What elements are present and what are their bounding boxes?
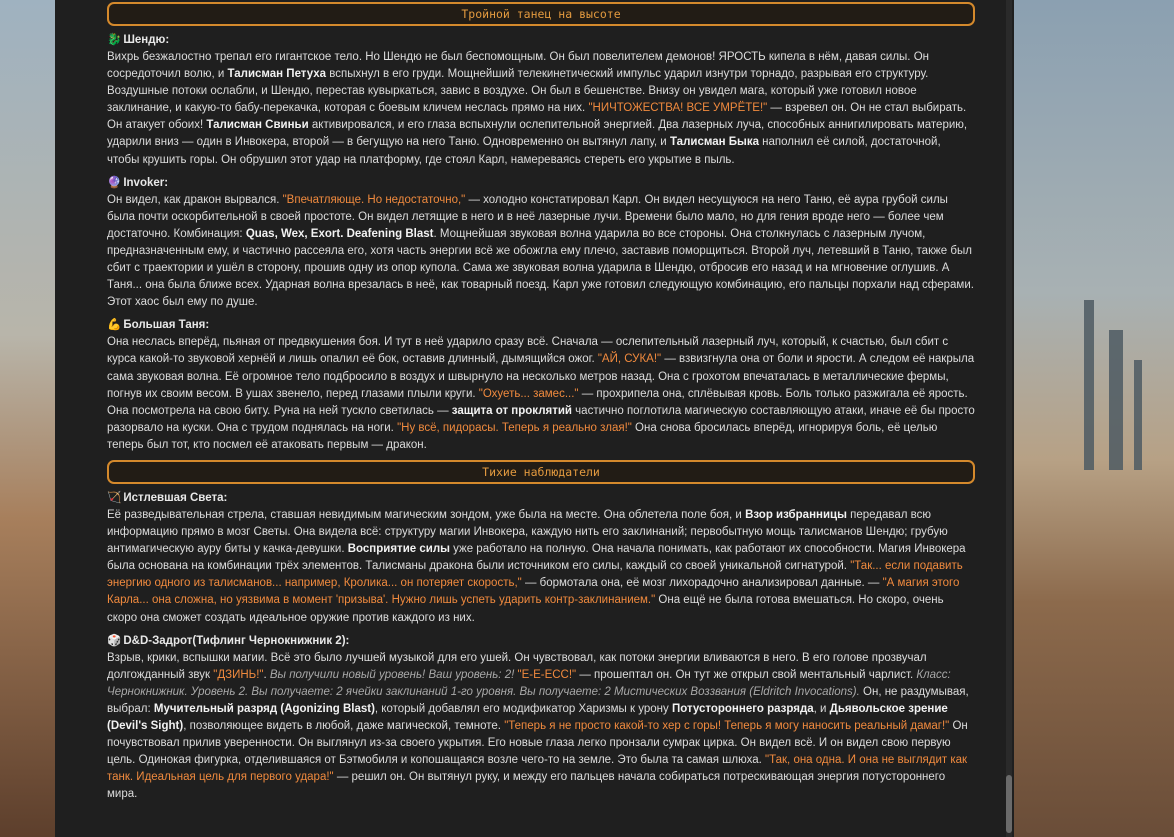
- scrollbar[interactable]: [1006, 0, 1012, 837]
- background-spire: [1084, 300, 1094, 470]
- quote-text: "Так... если подавить энергию одного из талисманов... например, Кролика... он потеряет скорость,": [107, 560, 963, 590]
- bold-text: Взор избранницы: [745, 508, 847, 521]
- character-name: D&D-Задрот(Тифлинг Чернокнижник 2):: [123, 634, 350, 647]
- text-span: — прошептал он. Он тут же открыл свой ментальный чарлист.: [576, 668, 917, 681]
- text-span: , который добавлял его модификатор Харизмы к урону: [374, 702, 672, 715]
- text-span: — решил он. Он вытянул руку, и между его пальцев начала собираться потрескивающая энергия потустороннего мира.: [107, 771, 946, 801]
- character-emoji-icon: 🔮: [107, 176, 122, 189]
- character-name: Истлевшая Света:: [123, 491, 228, 504]
- quote-text: "Охуеть... замес...": [478, 387, 579, 400]
- character-emoji-icon: 🐉: [107, 34, 122, 46]
- character-section: [107, 32, 975, 169]
- bold-text: Талисман Свиньи: [206, 119, 309, 132]
- quote-text: "НИЧТОЖЕСТВА! ВСЕ УМРЁТЕ!": [588, 102, 768, 115]
- character-name: Шендю:: [123, 34, 170, 46]
- character-emoji-icon: 🎲: [107, 634, 122, 647]
- quote-text: "А магия этого Карла... она сложна, но уязвима в момент 'призыва'. Нужно лишь успеть ударить контр-заклинанием.": [107, 577, 960, 607]
- text-span: — взвизгнула она от боли и ярости. А следом её накрыла сама звуковая волна. Её огромное тело подбросило в воздух и швырнуло на несколько метров назад. Она с грохотом впечаталась в металлические фермы, погнув их своим весом. В ушах звенело, перед глазами плыли круги.: [107, 353, 975, 400]
- section-banner: Тройной танец на высоте: [107, 2, 975, 26]
- scrollbar-thumb[interactable]: [1006, 775, 1012, 833]
- background-left: [0, 0, 55, 837]
- text-span: вспыхнул в его груди. Мощнейший телекинетический импульс ударил изнутри торнадо, разрывая его структуру. Воздушные потоки ослабли, и Шендю, перестав кувыркаться, завис в воздухе. Он был в бешенстве. Внизу он увидел мага, который уже готовил новое заклинание, и какую-то бабу-перекачка, которая с боевым кличем неслась прямо на них.: [107, 68, 929, 115]
- narrative-paragraph: [107, 507, 975, 627]
- character-header: [107, 633, 975, 650]
- text-span: — бормотала она, её мозг лихорадочно анализировал данные. —: [521, 577, 883, 590]
- narrative-paragraph: [107, 192, 975, 312]
- text-span: — прохрипела она, сплёвывая кровь. Боль только разжигала её ярость. Она посмотрела на свою биту. Руна на ней тускло светилась —: [107, 387, 968, 417]
- character-header: [107, 32, 975, 49]
- text-span: Он видел, как дракон вырвался.: [107, 193, 283, 206]
- text-span: частично поглотила магическую составляющую атаки, иначе её бы просто разорвало на куски. Она с трудом поднялась на ноги.: [107, 404, 975, 434]
- bold-text: Потустороннего разряда: [671, 702, 814, 715]
- background-spire: [1109, 330, 1123, 470]
- text-span: , позволяющее видеть в любой, даже магической, темноте.: [183, 720, 505, 732]
- text-span: наполнил её силой, достаточной, чтобы крушить горы. Он обрушил этот удар на платформу, где стоял Карл, намереваясь стереть его укрытие в пыль.: [107, 136, 941, 166]
- narrative-paragraph: [107, 49, 975, 169]
- bold-text: Талисман Петуха: [227, 68, 327, 81]
- text-span: Она неслась вперёд, пьяная от предвкушения боя. И тут в неё ударило сразу всё. Сначала — ослепительный лазерный луч, который, к счастью, был сбит с курса какой-то звуковой хернёй и лишь опалил её бок, оставив длинный, дымящийся ожог.: [107, 336, 949, 366]
- bold-text: Восприятие силы: [347, 543, 450, 556]
- character-emoji-icon: 🏹: [107, 491, 122, 504]
- character-header: [107, 490, 975, 507]
- background-spire: [1134, 360, 1142, 470]
- text-span: .: [263, 668, 270, 681]
- text-span: Она снова бросилась вперёд, игнорируя боль, её целью теперь был тот, кто посмел её атаковать первым — дракон.: [107, 421, 938, 451]
- text-span: Её разведывательная стрела, ставшая невидимым магическим зондом, уже была на месте. Она облетела поле боя, и: [107, 508, 746, 521]
- text-span: активировался, и его глаза вспыхнули ослепительной энергией. Два лазерных луча, способных аннигилировать материю, ударили вниз — один в Инвокера, второй — в бегущую на него Таню. Одновременно он вытянул лапу, и: [107, 119, 968, 149]
- text-span: . Мощнейшая звуковая волна ударила во все стороны. Она столкнулась с лазерным лучом, предназначенным ему, и частично рассеяла его, хотя часть энергии всё же обожгла ему плечо, заставив поморщиться. Второй луч, летевший в Таню, также был сбит с траектории и ушёл в сторону, прошив одну из опор купола. Сама же звуковая волна ударила в Шендю, отбросив его назад и на мгновение оглушив. А Таня... она была ближе всех. Ударная волна врезалась в неё, как товарный поезд. Карл уже готовил следующую комбинацию, его пальцы порхали над сферами. Этот хаос был ему по душе.: [107, 227, 974, 309]
- bold-text: защита от проклятий: [451, 404, 572, 417]
- quote-text: "Ну всё, пидорасы. Теперь я реально злая!": [397, 421, 632, 434]
- text-span: уже работало на полную. Она начала понимать, как работают их способности. Магия Инвокера была основана на комбинации трёх элементов. Талисманы дракона были источником его силы, каждый со своей уникальной сигнатурой.: [107, 543, 966, 573]
- character-header: [107, 175, 975, 192]
- character-section: [107, 633, 975, 804]
- text-span: — холодно констатировал Карл. Он видел несущуюся на него Таню, её аура грубой силы была почти оскорбительной в своей простоте. Он видел летящие в него и в неё лазерные лучи. Времени было мало, но для гения вроде него — более чем достаточно. Комбинация:: [107, 193, 948, 240]
- quote-text: "Теперь я не просто какой-то хер с горы! Теперь я могу наносить реальный дамаг!": [504, 720, 950, 732]
- text-span: Взрыв, крики, вспышки магии. Всё это было лучшей музыкой для его ушей. Он чувствовал, как потоки энергии вливаются в него. В его голове прозвучал долгожданный звук: [107, 651, 927, 681]
- text-span: , и: [813, 702, 830, 715]
- quote-text: "АЙ, СУКА!": [597, 353, 662, 366]
- character-name: Invoker:: [123, 176, 169, 189]
- system-text: Вы получили новый уровень! Ваш уровень: 2!: [269, 668, 515, 681]
- text-span: Она ещё не была готова вмешаться. Но скоро, очень скоро она сможет создать идеальное оружие против каждого из них.: [107, 594, 944, 624]
- section-banner: Тихие наблюдатели: [107, 460, 975, 484]
- text-span: Он, не раздумывая, выбрал:: [107, 685, 969, 715]
- character-section: [107, 175, 975, 312]
- text-span: Вихрь безжалостно трепал его гигантское тело. Но Шендю не был беспомощным. Он был повелителем демонов! ЯРОСТЬ кипела в нём, давая силы. Он сосредоточил волю, и: [107, 51, 929, 81]
- character-section: [107, 317, 975, 454]
- quote-text: "Впечатляюще. Но недостаточно,": [282, 193, 466, 206]
- text-span: — взревел он. Он не стал выбирать. Он атакует обоих!: [107, 102, 967, 132]
- bold-text: Мучительный разряд (Agonizing Blast): [153, 702, 375, 715]
- text-span: передавал всю информацию прямо в мозг Светы. Она видела всё: структуру магии Инвокера, каждую нить его заклинаний; первобытную мощь талисманов Шендю; грубую антимагическую ауру биты у качка-девушки.: [107, 508, 948, 556]
- quote-text: "Е-Е-ЕСС!": [517, 668, 577, 681]
- text-span: Он почувствовал прилив уверенности. Он выглянул из-за своего укрытия. Его новые глаза легко пронзали сумрак цирка. Он видел всё. И он видел свою первую цель. Одинокая фигурка, отделившаяся от Бэтмобиля и копошащаяся возле чего-то на земле. Это была та самая шлюха.: [107, 720, 968, 767]
- quote-text: "ДЗИНЬ!": [213, 668, 264, 681]
- chat-panel: [55, 0, 1014, 837]
- message-content: [107, 2, 975, 809]
- character-name: Большая Таня:: [123, 319, 210, 332]
- bold-text: Quas, Wex, Exort. Deafening Blast: [245, 227, 434, 240]
- bold-text: Талисман Быка: [669, 136, 759, 149]
- bold-text: Дьявольское зрение (Devil's Sight): [107, 702, 948, 732]
- character-header: [107, 317, 975, 334]
- character-section: [107, 490, 975, 627]
- quote-text: "Так, она одна. И она не выглядит как танк. Идеальная цель для первого удара!": [107, 754, 968, 784]
- narrative-paragraph: [107, 650, 975, 804]
- system-text: Класс: Чернокнижник. Уровень 2. Вы получаете: 2 ячейки заклинаний 1-го уровня. Вы получаете: 2 Мистических Воззвания (Eldritch Invocations).: [107, 668, 951, 698]
- narrative-paragraph: [107, 334, 975, 454]
- background-right: [1014, 0, 1174, 837]
- character-emoji-icon: 💪: [107, 319, 122, 332]
